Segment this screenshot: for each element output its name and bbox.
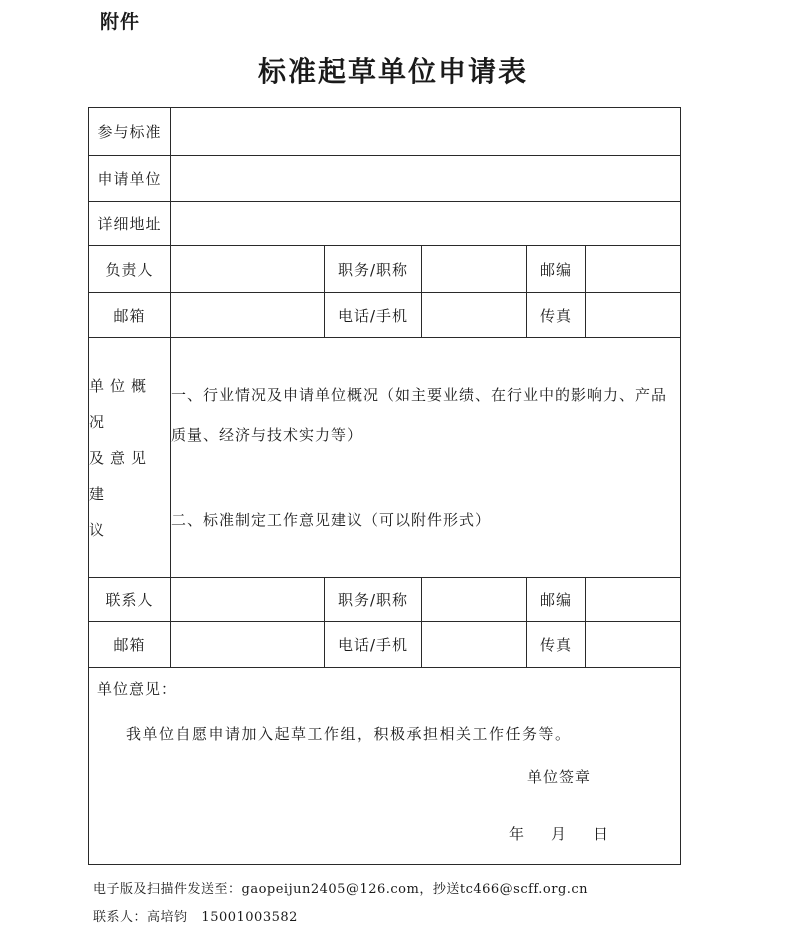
contact-postcode-field[interactable] — [586, 578, 681, 622]
row-applicant-unit — [89, 156, 681, 202]
contact-prefix: 联系人：高培钧 — [93, 910, 188, 925]
detailed-address-label: 详细地址 — [89, 202, 171, 246]
postcode-field[interactable] — [586, 246, 681, 293]
date-line — [509, 823, 609, 844]
unit-opinion-statement: 我单位自愿申请加入起草工作组，积极承担相关工作任务等。 — [126, 725, 572, 743]
unit-overview-label-line1: 单位概况 — [89, 376, 153, 431]
fax-label: 传真 — [527, 293, 586, 338]
participating-standard-label: 参与标准 — [89, 108, 171, 156]
contact-position-label: 职务/职称 — [325, 578, 422, 622]
submission-instructions — [93, 878, 588, 897]
unit-opinion-heading: 单位意见： — [97, 680, 178, 698]
contact-info — [93, 906, 298, 925]
send-prefix: 电子版及扫描件发送至： — [93, 882, 242, 897]
email-label: 邮箱 — [89, 293, 171, 338]
cc-email-link[interactable]: tc466@scff.org.cn — [459, 882, 589, 897]
row-contact-email — [89, 622, 681, 668]
unit-overview-label-line2: 及意见建 — [89, 448, 153, 503]
row-participating-standard — [89, 108, 681, 156]
row-unit-opinion — [89, 668, 681, 865]
email-field[interactable] — [171, 293, 325, 338]
position-title-label: 职务/职称 — [325, 246, 422, 293]
contact-fax-label: 传真 — [527, 622, 586, 668]
position-title-field[interactable] — [422, 246, 527, 293]
unit-opinion-field[interactable] — [89, 668, 681, 865]
fax-field[interactable] — [586, 293, 681, 338]
phone-mobile-field[interactable] — [422, 293, 527, 338]
cc-prefix: ，抄送 — [419, 882, 460, 897]
contact-position-field[interactable] — [422, 578, 527, 622]
year-label: 年 — [509, 825, 526, 843]
participating-standard-field[interactable] — [171, 108, 681, 156]
row-email — [89, 293, 681, 338]
form-title: 标准起草单位申请表 — [257, 55, 528, 88]
application-form-table — [88, 107, 681, 865]
send-email-link[interactable]: gaopeijun2405@126.com — [241, 882, 420, 897]
phone-mobile-label: 电话/手机 — [325, 293, 422, 338]
unit-overview-label — [89, 338, 171, 578]
day-label: 日 — [593, 825, 610, 843]
contact-email-label: 邮箱 — [89, 622, 171, 668]
row-responsible-person — [89, 246, 681, 293]
contact-email-field[interactable] — [171, 622, 325, 668]
applicant-unit-label: 申请单位 — [89, 156, 171, 202]
responsible-person-label: 负责人 — [89, 246, 171, 293]
unit-overview-field[interactable] — [171, 338, 681, 578]
overview-item2: 二、标准制定工作意见建议（可以附件形式） — [171, 511, 492, 529]
row-unit-overview — [89, 338, 681, 578]
contact-fax-field[interactable] — [586, 622, 681, 668]
row-detailed-address — [89, 202, 681, 246]
contact-phone: 15001003582 — [201, 910, 298, 925]
applicant-unit-field[interactable] — [171, 156, 681, 202]
contact-person-field[interactable] — [171, 578, 325, 622]
unit-overview-label-line3: 议 — [89, 520, 111, 539]
contact-phone-label: 电话/手机 — [325, 622, 422, 668]
contact-postcode-label: 邮编 — [527, 578, 586, 622]
detailed-address-field[interactable] — [171, 202, 681, 246]
attachment-label: 附件 — [100, 11, 141, 33]
overview-item1-line1: 一、行业情况及申请单位概况（如主要业绩、在行业中的影响力、产品 — [171, 386, 668, 404]
overview-item1-line2: 质量、经济与技术实力等） — [171, 426, 364, 444]
responsible-person-field[interactable] — [171, 246, 325, 293]
contact-person-label: 联系人 — [89, 578, 171, 622]
row-contact-person — [89, 578, 681, 622]
postcode-label: 邮编 — [527, 246, 586, 293]
contact-phone-field[interactable] — [422, 622, 527, 668]
month-label: 月 — [551, 825, 568, 843]
unit-seal-label: 单位签章 — [527, 768, 592, 786]
